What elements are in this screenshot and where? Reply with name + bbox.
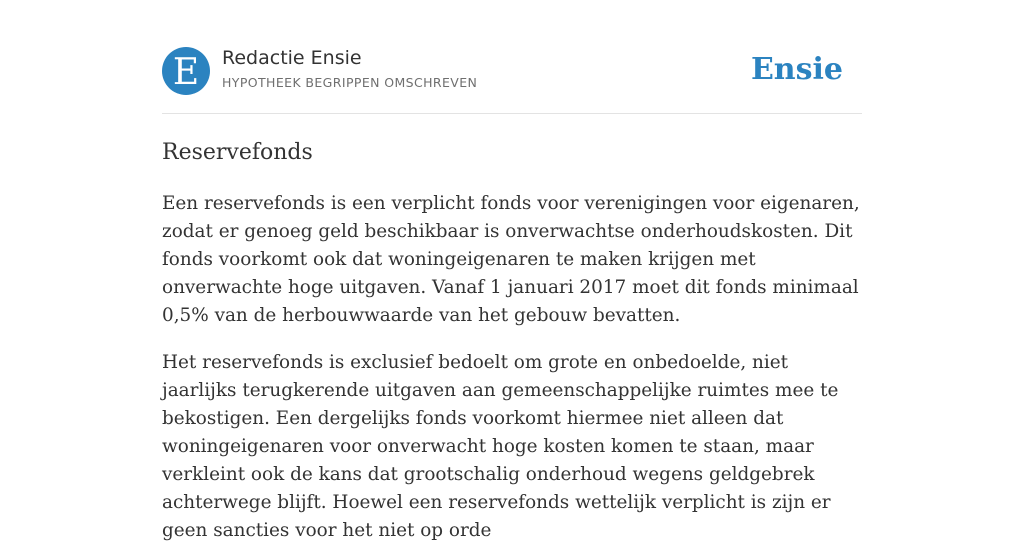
author-name[interactable]: Redactie Ensie <box>222 47 362 69</box>
ensie-e-icon <box>162 47 210 95</box>
article-container <box>162 0 862 541</box>
article-title: Reservefonds <box>162 140 313 165</box>
ensie-logo-avatar[interactable] <box>162 47 210 95</box>
author-header <box>162 0 862 114</box>
ensie-brand-logo[interactable]: Ensie <box>750 52 843 87</box>
svg-text:E: E <box>172 52 200 93</box>
article-paragraph-1: Een reservefonds is een verplicht fonds voor verenigingen voor eigenaren, zodat er genoeg geld beschikbaar is onverwachtse onderhoudskosten. Dit fonds voorkomt ook dat woningeigenaren te maken krijgen met onverwachte hoge uitgaven. Vanaf 1 januari 2017 moet dit fonds minimaal 0,5% van de herbouwwaarde van het gebouw bevatten. <box>162 193 860 326</box>
article-paragraph-2: Het reservefonds is exclusief bedoelt om grote en onbedoelde, niet jaarlijks terugkerende uitgaven aan gemeenschappelijke ruimtes mee te bekostigen. Een dergelijks fonds voorkomt hiermee niet alleen dat woningeigenaren voor onverwacht hoge kosten komen te staan, maar verkleint ook de kans dat grootschalig onderhoud wegens geldgebrek achterwege blijft. Hoewel een reservefonds wettelijk verplicht is zijn er geen sancties voor het niet op orde <box>162 352 839 541</box>
author-category[interactable]: HYPOTHEEK BEGRIPPEN OMSCHREVEN <box>222 75 478 90</box>
